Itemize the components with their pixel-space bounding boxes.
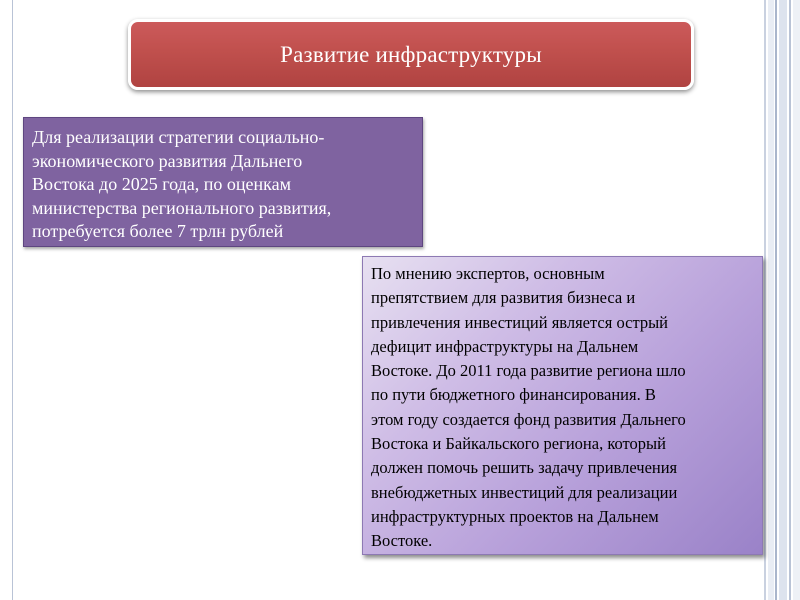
text-line: инфраструктурных проектов на Дальнем [371, 506, 659, 526]
text-line: внебюджетных инвестиций для реализации [371, 482, 678, 502]
right-frame-stripes [764, 0, 800, 600]
text-line: потребуется более 7 трлн рублей [32, 221, 284, 241]
text-line: По мнению экспертов, основным [371, 264, 605, 283]
slide-title: Развитие инфраструктуры [280, 41, 542, 67]
text-line: Для реализации стратегии социально- [32, 127, 325, 147]
cost-estimate-box [23, 117, 423, 247]
text-line: дефицит инфраструктуры на Дальнем [371, 336, 639, 356]
text-line: должен помочь решить задачу привлечения [371, 458, 678, 478]
cost-estimate-text [32, 126, 418, 244]
text-line: Востоке. [371, 531, 433, 551]
expert-opinion-text [371, 262, 757, 554]
title-banner [128, 19, 694, 90]
text-line: Востока до 2025 года, по оценкам [32, 174, 291, 194]
text-line: по пути бюджетного финансирования. В [371, 385, 656, 405]
text-line: министерства регионального развития, [32, 197, 332, 218]
text-line: Востоке. До 2011 года развитие региона шло [371, 361, 686, 381]
text-line: препятствием для развития бизнеса и [371, 288, 636, 308]
text-line: экономического развития Дальнего [32, 150, 303, 171]
left-frame-line [12, 0, 13, 600]
text-line: привлечения инвестиций является острый [371, 312, 669, 332]
text-line: этом году создается фонд развития Дальнего [371, 409, 686, 429]
text-line: Востока и Байкальского региона, который [371, 434, 666, 454]
expert-opinion-box [362, 256, 763, 555]
